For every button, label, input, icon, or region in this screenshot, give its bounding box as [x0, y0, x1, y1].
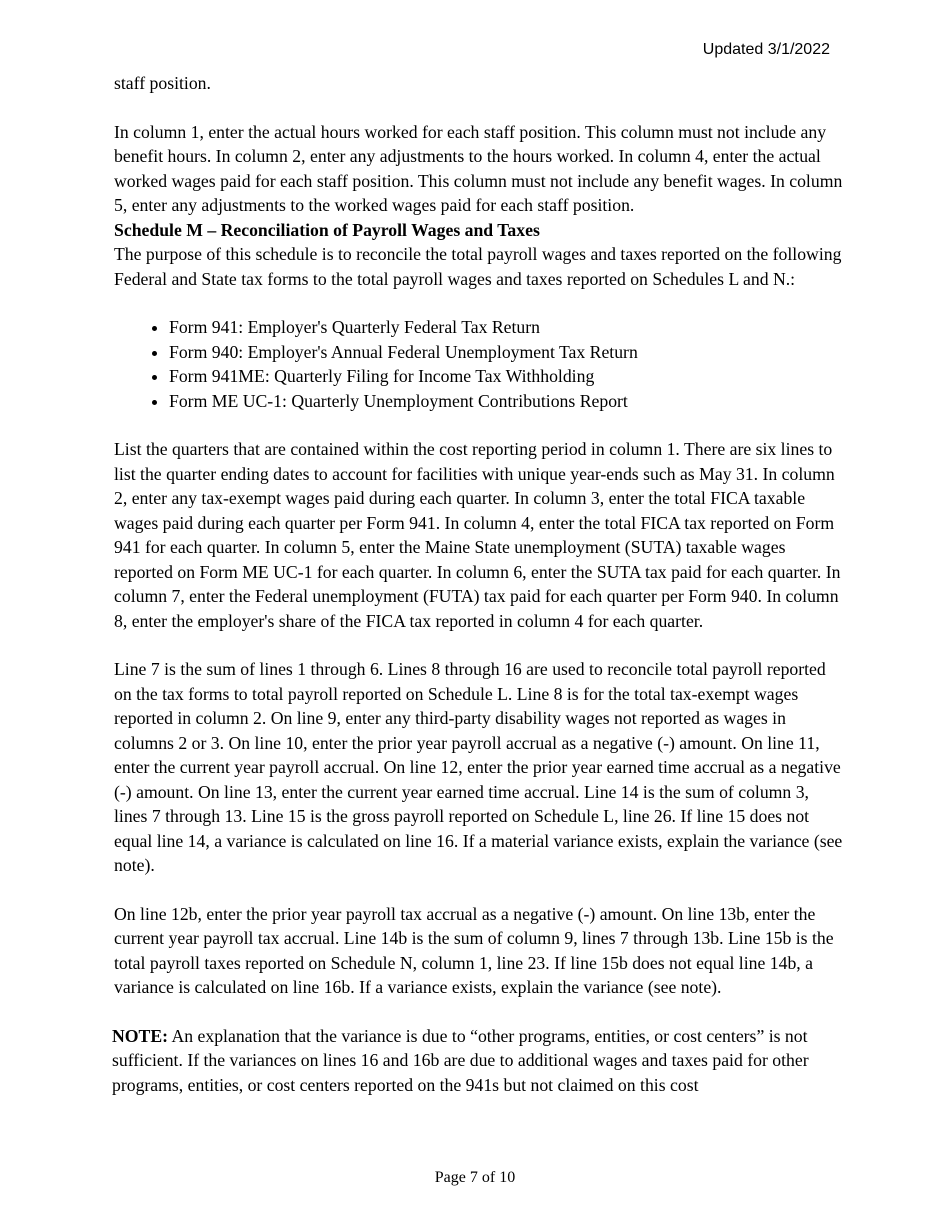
document-body	[114, 71, 844, 1097]
paragraph-columns: In column 1, enter the actual hours worked for each staff position. This column must not include any benefit hours. In column 2, enter any adjustments to the hours worked. In column 4, enter the actual worked wages paid for each staff position. This column must not include any benefit wages. In column 5, enter any adjustments to the worked wages paid for each staff position.	[114, 121, 843, 215]
list-item: • Form 940: Employer's Annual Federal Unemployment Tax Return	[169, 340, 844, 365]
list-item: • Form 941ME: Quarterly Filing for Income Tax Withholding	[169, 364, 844, 389]
paragraph-continuation: staff position.	[114, 73, 211, 93]
forms-list	[114, 315, 844, 413]
paragraph-line-12b: On line 12b, enter the prior year payroll tax accrual as a negative (-) amount. On line 13b, enter the current year payroll tax accrual. Line 14b is the sum of column 9, lines 7 through 13b. Line 15b is the total payroll taxes reported on Schedule N, column 1, line 23. If line 15b does not equal line 14b, a variance is calculated on line 16b. If a variance exists, explain the variance (see note).	[114, 903, 834, 997]
list-item: • Form ME UC-1: Quarterly Unemployment Contributions Report	[169, 389, 844, 414]
note-text: An explanation that the variance is due to “other programs, entities, or cost centers” is not sufficient. If the variances on lines 16 and 16b are due to additional wages and taxes paid for other programs, entities, or cost centers reported on the 941s but not claimed on this cost	[112, 1025, 809, 1095]
paragraph-line-7: Line 7 is the sum of lines 1 through 6. Lines 8 through 16 are used to reconcile total payroll reported on the tax forms to total payroll reported on Schedule L. Line 8 is for the total tax-exempt wages reported in column 2. On line 9, enter any third-party disability wages not reported as wages in columns 2 or 3. On line 10, enter the prior year payroll accrual as a negative (-) amount. On line 11, enter the current year payroll accrual. On line 12, enter the prior year earned time accrual as a negative (-) amount. On line 13, enter the current year earned time accrual. Line 14 is the sum of column 3, lines 7 through 13. Line 15 is the gross payroll reported on Schedule L, line 26. If line 15 does not equal line 14, a variance is calculated on line 16. If a material variance exists, explain the variance (see note).	[114, 659, 843, 875]
schedule-m-heading: Schedule M – Reconciliation of Payroll Wages and Taxes	[114, 219, 540, 240]
updated-date: Updated 3/1/2022	[702, 41, 830, 58]
note-paragraph	[112, 1024, 844, 1098]
page-number: Page 7 of 10	[434, 1169, 516, 1186]
paragraph-purpose: The purpose of this schedule is to reconcile the total payroll wages and taxes reported on the following Federal and State tax forms to the total payroll wages and taxes reported on Schedules L and N.:	[114, 244, 842, 289]
note-label: NOTE:	[112, 1025, 169, 1046]
list-item: • Form 941: Employer's Quarterly Federal Tax Return	[169, 315, 844, 340]
paragraph-quarters: List the quarters that are contained within the cost reporting period in column 1. There are six lines to list the quarter ending dates to account for facilities with unique year-ends such as May 31. In column 2, enter any tax-exempt wages paid during each quarter. In column 3, enter the total FICA taxable wages paid during each quarter per Form 941. In column 4, enter the total FICA tax reported on Form 941 for each quarter. In column 5, enter the Maine State unemployment (SUTA) taxable wages reported on Form ME UC-1 for each quarter. In column 6, enter the SUTA tax paid for each quarter. In column 7, enter the Federal unemployment (FUTA) tax paid for each quarter per Form 940. In column 8, enter the employer's share of the FICA tax reported in column 4 for each quarter.	[114, 439, 841, 631]
